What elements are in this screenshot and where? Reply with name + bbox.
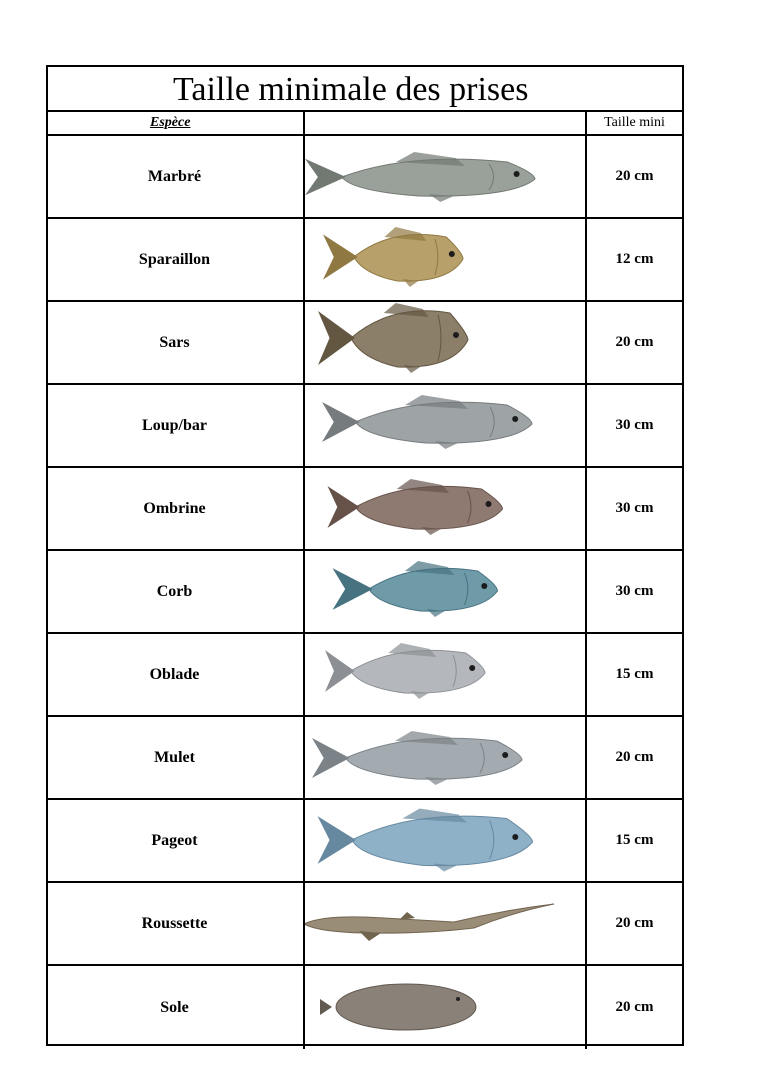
meagre-fish-icon	[305, 468, 587, 549]
sea-bream-fish-icon	[305, 302, 587, 383]
minimum-size: 20 cm	[615, 334, 654, 350]
minimum-size: 20 cm	[615, 168, 654, 184]
table-row	[48, 302, 682, 385]
minimum-size: 20 cm	[615, 999, 654, 1015]
catshark-fish-icon	[305, 883, 587, 964]
table-row	[48, 551, 682, 634]
species-name: Oblade	[48, 634, 305, 715]
minimum-size: 15 cm	[615, 666, 654, 682]
table-row	[48, 883, 682, 966]
table-row	[48, 468, 682, 551]
species-name: Roussette	[48, 883, 305, 964]
table-header	[48, 112, 682, 136]
header-size: Taille mini	[604, 115, 665, 130]
table-row	[48, 634, 682, 717]
sole-fish-icon	[305, 966, 587, 1049]
saddled-bream-fish-icon	[305, 634, 587, 715]
table-row	[48, 966, 682, 1049]
minimum-size: 30 cm	[615, 500, 654, 516]
minimum-size-table	[46, 65, 684, 1046]
striped-bream-fish-icon	[305, 136, 587, 217]
minimum-size: 30 cm	[615, 583, 654, 599]
header-image	[305, 112, 587, 134]
species-name: Pageot	[48, 800, 305, 881]
mullet-fish-icon	[305, 717, 587, 798]
species-name: Corb	[48, 551, 305, 632]
species-name: Sole	[48, 966, 305, 1049]
pandora-fish-icon	[305, 800, 587, 881]
page-title: Taille minimale des prises	[48, 67, 682, 112]
species-name: Ombrine	[48, 468, 305, 549]
annular-bream-fish-icon	[305, 219, 587, 300]
table-row	[48, 136, 682, 219]
species-name: Mulet	[48, 717, 305, 798]
minimum-size: 20 cm	[615, 749, 654, 765]
species-name: Loup/bar	[48, 385, 305, 466]
corb-fish-icon	[305, 551, 587, 632]
species-name: Sars	[48, 302, 305, 383]
species-name: Marbré	[48, 136, 305, 217]
table-row	[48, 800, 682, 883]
minimum-size: 20 cm	[615, 915, 654, 931]
table-body	[48, 136, 682, 1044]
species-name: Sparaillon	[48, 219, 305, 300]
sea-bass-fish-icon	[305, 385, 587, 466]
table-row	[48, 219, 682, 302]
minimum-size: 15 cm	[615, 832, 654, 848]
header-species: Espèce	[48, 112, 305, 134]
minimum-size: 12 cm	[615, 251, 654, 267]
minimum-size: 30 cm	[615, 417, 654, 433]
table-row	[48, 717, 682, 800]
table-row	[48, 385, 682, 468]
